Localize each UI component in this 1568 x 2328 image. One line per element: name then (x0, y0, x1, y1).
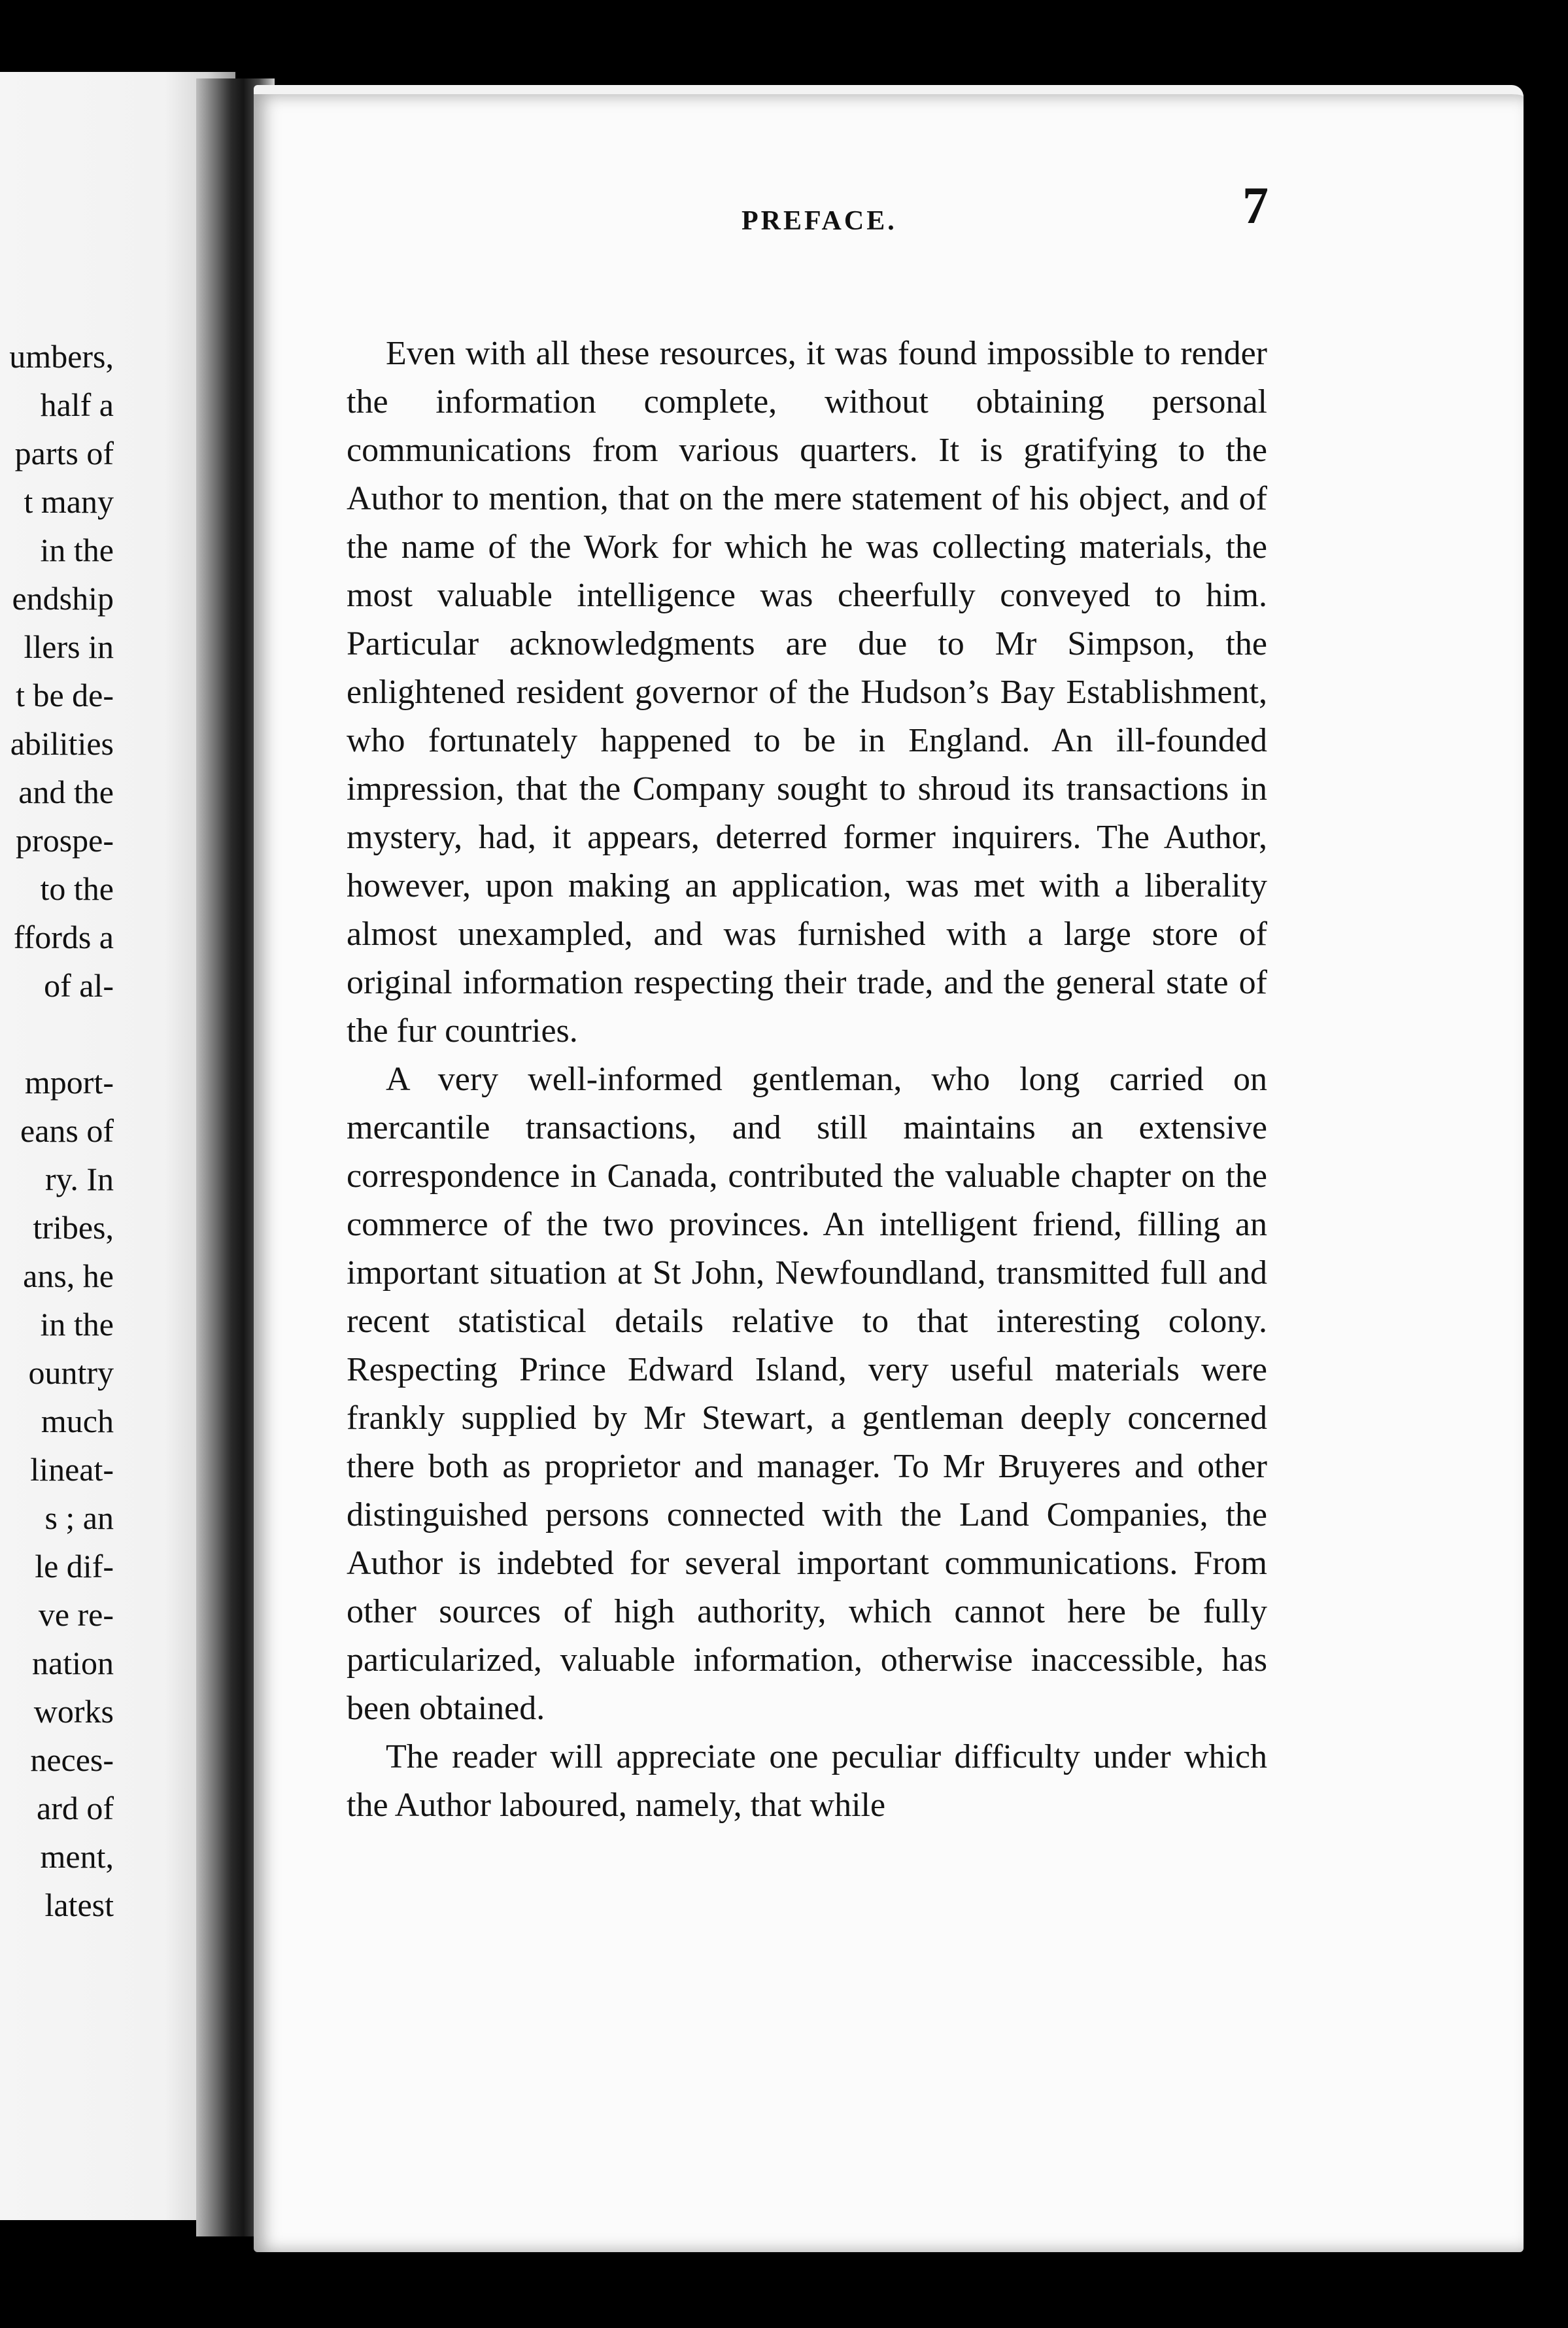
fragment-line: eans of (20, 1112, 114, 1149)
fragment-line: ffords a (13, 919, 114, 955)
page-body (347, 330, 1267, 1830)
fragment-line: ard of (37, 1790, 114, 1826)
fragment-line: ment, (40, 1838, 114, 1875)
fragment-line: umbers, (9, 338, 114, 375)
fragment-line: nation (32, 1645, 114, 1681)
fragment-line: mport- (24, 1064, 114, 1101)
fragment-line: half a (40, 386, 114, 423)
page-number: 7 (1242, 177, 1269, 235)
fragment-line: le dif- (35, 1548, 114, 1584)
paragraph: The reader will appreciate one peculiar difficulty under which the Author laboured, namely, that while (347, 1738, 1267, 1824)
fragment-line: to the (40, 870, 114, 907)
paragraph: A very well-informed gentleman, who long carried on mercantile transactions, and still maintains an extensive correspondence in Canada, contributed the valuable chapter on the commerce of the two provinces. An intelligent friend, filling an important situation at St John, Newfoundland, transmitted full and recent statistical details relative to that interesting colony. Respecting Prince Edward Island, very useful materials were frankly supplied by Mr Stewart, a gentleman deeply concerned there both as proprietor and manager. To Mr Bruyeres and other distinguished persons connected with the Land Companies, the Author is indebted for several important communications. From other sources of high authority, which cannot here be fully particularized, valuable information, otherwise inaccessible, has been obtained. (347, 1061, 1267, 1727)
running-head: PREFACE. (741, 206, 897, 236)
fragment-line: latest (44, 1887, 114, 1923)
paragraph: Even with all these resources, it was found impossible to render the information complete, without obtaining personal communications from various quarters. It is gratifying to the Author to mention, that on the mere statement of his object, and of the name of the Work for which he was collecting materials, the most valuable intelligence was cheerfully conveyed to him. Particular acknowledgments are due to Mr Simpson, the enlightened resident governor of the Hudson’s Bay Establishment, who fortunately happened to be in England. An ill-founded impression, that the Company sought to shroud its transactions in mystery, had, it appears, deterred former inquirers. The Author, however, upon making an application, was met with a liberality almost unexampled, and was furnished with a large store of original information respecting their trade, and the general state of the fur countries. (347, 335, 1267, 1050)
fragment-line: lineat- (30, 1451, 114, 1488)
fragment-line: parts of (14, 435, 114, 471)
fragment-line: much (41, 1403, 114, 1439)
fragment-line: s ; an (44, 1499, 114, 1536)
fragment-line: in the (40, 1306, 114, 1343)
fragment-line: endship (12, 580, 114, 617)
fragment-line: ve re- (38, 1596, 114, 1633)
fragment-line: tribes, (33, 1209, 114, 1246)
page-header (680, 177, 1282, 255)
fragment-line: neces- (30, 1741, 114, 1778)
fragment-line: and the (18, 774, 114, 810)
fragment-line: in the (40, 532, 114, 568)
fragment-line: ans, he (23, 1258, 114, 1294)
fragment-line: abilities (10, 725, 114, 762)
fragment-line: prospe- (16, 822, 114, 859)
fragment-line: ry. In (44, 1161, 114, 1197)
fragment-line: t many (24, 483, 114, 520)
fragment-line: llers in (24, 628, 114, 665)
fragment-line: t be de- (16, 677, 114, 713)
fragment-line: works (33, 1693, 114, 1730)
fragment-line: ountry (28, 1354, 114, 1391)
fragment-line: of al- (44, 967, 114, 1004)
